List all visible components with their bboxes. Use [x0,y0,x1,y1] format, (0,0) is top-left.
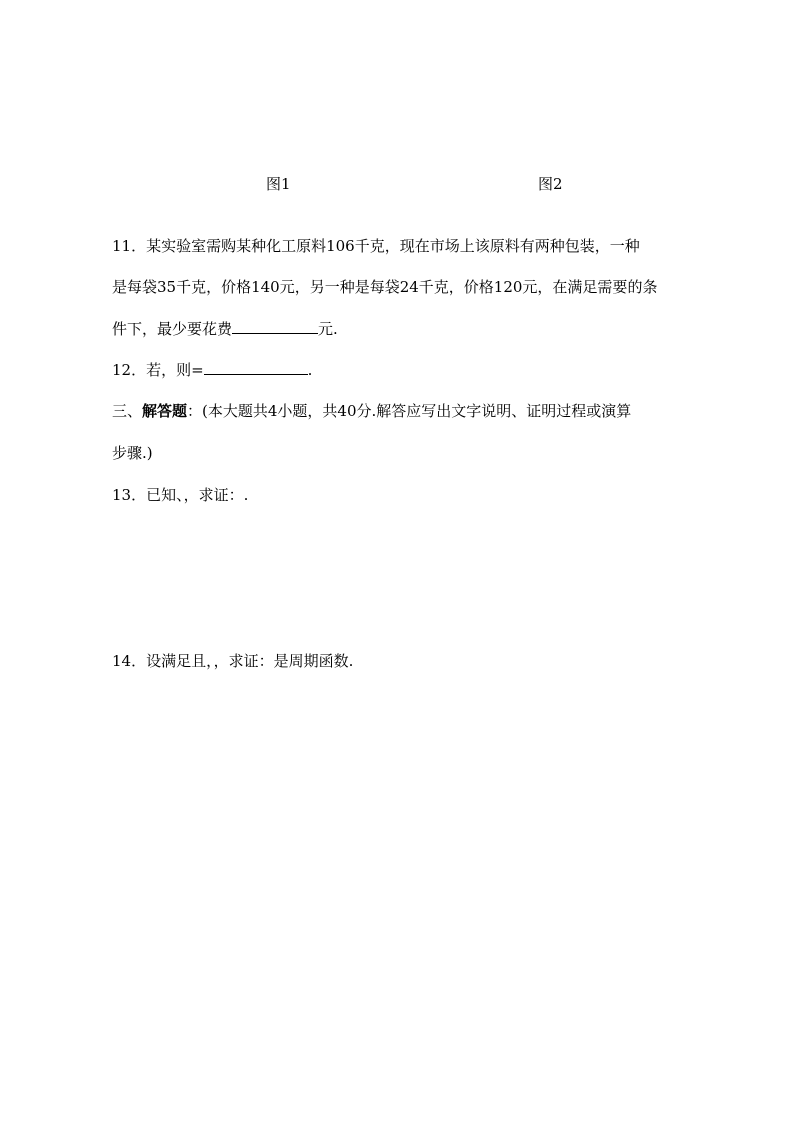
answer-blank-11 [232,318,318,334]
section-title: 解答题 [142,402,188,420]
figure-2-caption: 图2 [538,175,563,193]
section-3-heading [112,401,631,421]
question-13: 13．已知、，求证：. [112,486,249,504]
question-11-line-3 [112,318,338,339]
question-11-text: 件下，最少要花费 [112,320,233,338]
question-12-text: 12．若，则= [112,361,204,379]
section-number: 三、 [112,402,143,420]
question-11-unit: 元. [318,320,338,338]
answer-blank-12 [204,359,308,375]
question-14: 14．设满足且，，求证：是周期函数. [112,652,354,670]
section-description: ：(本大题共4小题，共40分.解答应写出文字说明、证明过程或演算 [187,402,632,420]
question-12 [112,359,312,380]
question-11-line-2: 是每袋35千克，价格140元，另一种是每袋24千克，价格120元，在满足需要的条 [112,278,658,296]
question-12-end: . [307,361,313,379]
figure-1-caption: 图1 [266,175,291,193]
section-3-heading-line-2: 步骤.) [112,444,153,462]
question-11-line-1: 11．某实验室需购某种化工原料106千克，现在市场上该原料有两种包装，一种 [112,237,640,255]
